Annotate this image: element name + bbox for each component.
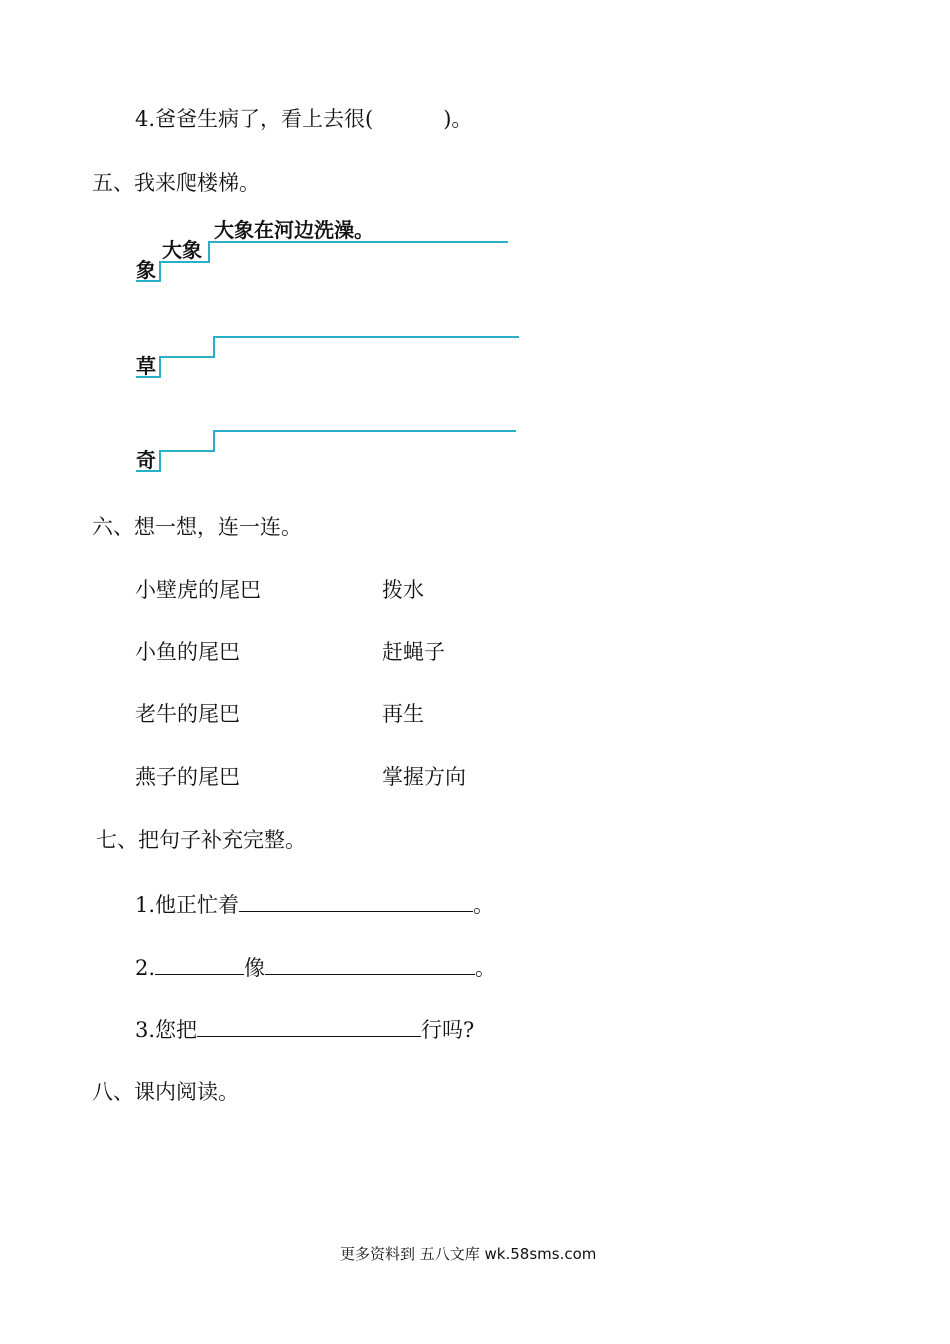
sentence-3-blank[interactable] — [197, 1014, 421, 1037]
section-7-title: 七、把句子补充完整。 — [96, 828, 306, 852]
footer-text: 更多资料到 五八文库 wk.58sms.com — [340, 1245, 597, 1263]
stair-1-step2: 大象 — [162, 238, 202, 262]
right-item[interactable]: 再生 — [382, 702, 424, 726]
sentence-1-prefix: 1.他正忙着 — [135, 893, 240, 917]
sentence-1 — [135, 889, 494, 919]
sentence-1-blank[interactable] — [239, 889, 473, 912]
sentence-2-blank-2[interactable] — [265, 952, 475, 975]
left-item[interactable]: 小鱼的尾巴 — [135, 640, 240, 664]
sentence-2-blank-1[interactable] — [155, 952, 244, 975]
sentence-2-prefix: 2. — [135, 956, 156, 980]
section-5-title: 五、我来爬楼梯。 — [92, 171, 260, 195]
right-item[interactable]: 掌握方向 — [382, 765, 466, 789]
question-4-close: )。 — [443, 107, 473, 131]
stair-2-line — [136, 337, 519, 377]
stair-1-step3: 大象在河边洗澡。 — [214, 218, 374, 242]
left-item[interactable]: 小壁虎的尾巴 — [135, 578, 261, 602]
stair-1-char: 象 — [136, 258, 156, 282]
left-item[interactable]: 燕子的尾巴 — [135, 765, 240, 789]
stair-3-char: 奇 — [136, 448, 156, 472]
left-item[interactable]: 老牛的尾巴 — [135, 702, 240, 726]
sentence-3-prefix: 3.您把 — [135, 1018, 198, 1042]
stair-3-line — [136, 431, 516, 471]
right-item[interactable]: 拨水 — [382, 578, 424, 602]
stair-2-char: 草 — [136, 354, 156, 378]
sentence-3 — [135, 1014, 474, 1044]
sentence-3-suffix: 行吗? — [421, 1018, 475, 1042]
section-6-title: 六、想一想，连一连。 — [92, 515, 302, 539]
sentence-2-suffix: 。 — [475, 956, 497, 980]
right-item[interactable]: 赶蝇子 — [382, 640, 445, 664]
section-8-title: 八、课内阅读。 — [92, 1080, 239, 1104]
sentence-2 — [135, 952, 496, 982]
question-4-text: 4.爸爸生病了，看上去很( — [135, 107, 374, 131]
sentence-1-suffix: 。 — [473, 893, 495, 917]
sentence-2-mid: 像 — [244, 956, 266, 980]
